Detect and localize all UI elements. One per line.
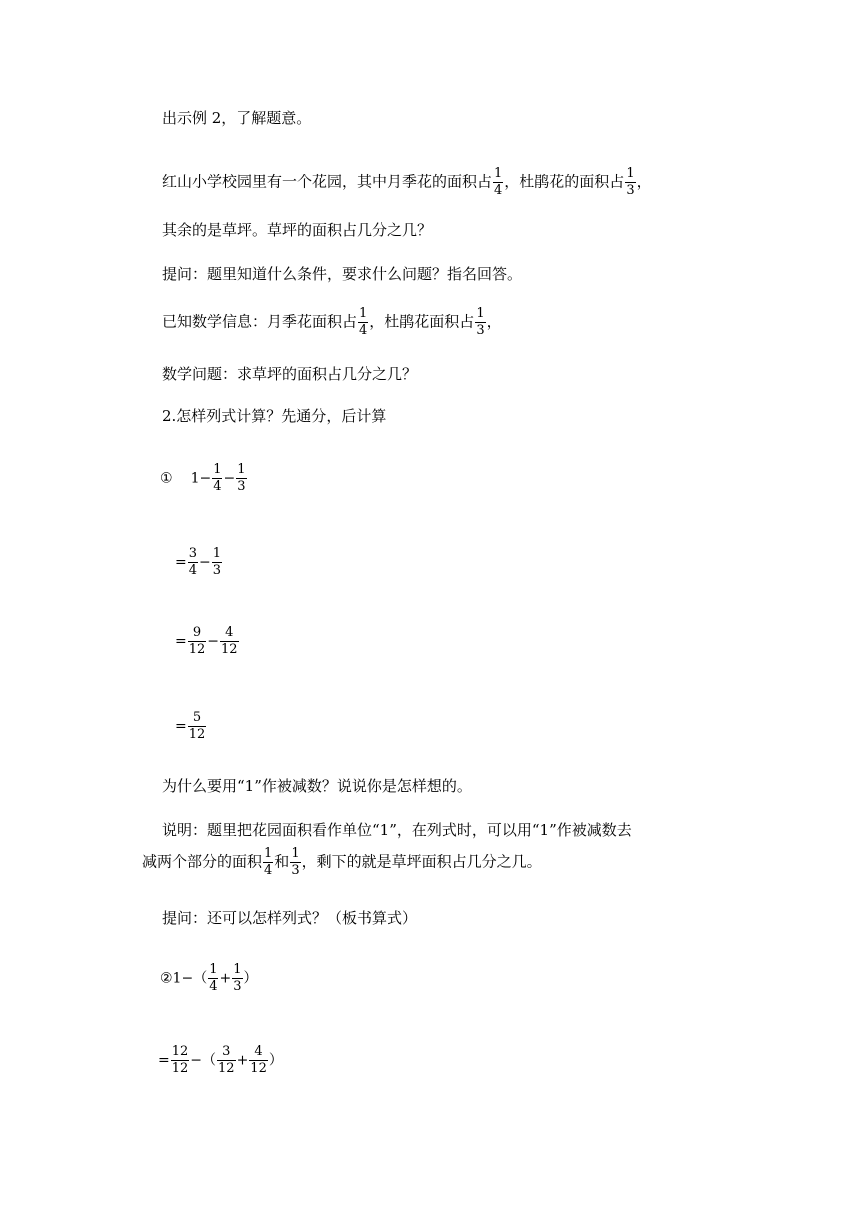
explain-line-2 [142, 846, 542, 879]
calc2-step1 [160, 962, 258, 995]
fraction-one-third [625, 166, 635, 199]
fraction-denominator: 3 [233, 979, 242, 994]
fraction [212, 462, 222, 495]
why-text: 为什么要用“1”作被减数？说说你是怎样想的。 [162, 777, 472, 795]
fraction-numerator: 3 [222, 1044, 231, 1059]
fraction-numerator: 1 [212, 546, 222, 561]
fraction-denominator: 3 [237, 479, 246, 494]
fraction-numerator: 1 [494, 166, 503, 181]
method-text: 2.怎样列式计算？先通分，后计算 [162, 407, 387, 425]
problem-text-b: ，杜鹃花的面积占 [504, 172, 625, 191]
fraction-numerator: 12 [171, 1044, 189, 1059]
fraction-numerator: 1 [213, 462, 222, 477]
question2-line [162, 908, 417, 928]
fraction [188, 710, 207, 743]
fraction-numerator: 1 [359, 306, 368, 321]
fraction-denominator: 4 [494, 183, 503, 198]
fraction-numerator: 9 [192, 625, 202, 640]
fraction-denominator: 4 [213, 479, 222, 494]
problem-line-1 [162, 166, 652, 199]
fraction-numerator: 1 [626, 166, 635, 181]
equals-sign: = [158, 1052, 170, 1069]
fraction-denominator: 3 [476, 323, 485, 338]
fraction-numerator: 4 [254, 1044, 263, 1059]
math-question-line [162, 364, 417, 384]
fraction-numerator: 1 [209, 962, 218, 977]
fraction-numerator: 1 [291, 846, 300, 861]
calc1-step1 [160, 462, 248, 495]
fraction-denominator: 12 [250, 1061, 267, 1076]
question2-text: 提问：还可以怎样列式？（板书算式） [162, 909, 418, 927]
operator: − [223, 470, 236, 487]
fraction-numerator: 4 [225, 625, 234, 640]
fraction-one-third [290, 846, 300, 879]
fraction-denominator: 12 [188, 642, 206, 657]
fraction-one-quarter [493, 166, 503, 199]
question-line [162, 264, 522, 284]
math-question-text: 数学问题：求草坪的面积占几分之几？ [162, 365, 418, 383]
fraction [232, 962, 242, 995]
fraction-denominator: 4 [188, 563, 198, 578]
fraction-denominator: 12 [221, 642, 238, 657]
calc-lead: ②1−（ [160, 970, 208, 987]
fraction-numerator: 1 [476, 306, 485, 321]
closing-paren: ） [243, 970, 258, 987]
calc-lead: 1− [190, 470, 212, 487]
equals-sign: = [175, 633, 187, 650]
fraction-one-quarter [358, 306, 368, 339]
fraction-denominator: 12 [218, 1061, 235, 1076]
known-info-text-b: ，杜鹃花面积占 [369, 312, 475, 331]
problem-text-a: 红山小学校园里有一个花园，其中月季花的面积占 [162, 172, 493, 191]
fraction-numerator: 1 [237, 462, 246, 477]
fraction-denominator: 4 [264, 863, 273, 878]
problem-text-c: ， [636, 172, 652, 191]
fraction [208, 962, 218, 995]
fraction-one-quarter [263, 846, 273, 879]
fraction [249, 1044, 268, 1077]
explain-text-b: 和 [274, 852, 290, 871]
fraction-numerator: 5 [192, 710, 202, 725]
circled-one-marker: ① [160, 470, 173, 487]
fraction [188, 546, 198, 579]
why-line [162, 776, 472, 796]
operator: + [236, 1052, 249, 1069]
operator: −（ [190, 1052, 217, 1069]
calc2-step2 [158, 1044, 283, 1077]
fraction-denominator: 12 [188, 727, 206, 742]
fraction [220, 625, 239, 658]
fraction-denominator: 4 [359, 323, 368, 338]
operator: − [199, 554, 211, 571]
fraction-denominator: 3 [626, 183, 635, 198]
intro-text: 出示例 2，了解题意。 [162, 109, 312, 127]
fraction [217, 1044, 236, 1077]
known-info-line [162, 306, 502, 339]
fraction-one-third [475, 306, 485, 339]
fraction [171, 1044, 190, 1077]
explain-text-c: ，剩下的就是草坪面积占几分之几。 [301, 852, 542, 871]
known-info-text-c: ， [486, 312, 502, 331]
explain-text-1: 说明：题里把花园面积看作单位“1”，在列式时，可以用“1”作被减数去 [162, 821, 632, 839]
fraction [236, 462, 246, 495]
fraction-numerator: 3 [188, 546, 198, 561]
fraction-denominator: 3 [212, 563, 222, 578]
intro-line [162, 108, 311, 128]
calc1-step2 [175, 546, 223, 579]
explain-line-1 [162, 820, 632, 840]
explain-text-a: 减两个部分的面积 [142, 852, 263, 871]
fraction-numerator: 1 [264, 846, 273, 861]
operator: − [207, 633, 220, 650]
known-info-text-a: 已知数学信息：月季花面积占 [162, 312, 358, 331]
fraction-denominator: 3 [291, 863, 300, 878]
problem-text-2: 其余的是草坪。草坪的面积占几分之几？ [162, 221, 433, 239]
question-text: 提问：题里知道什么条件，要求什么问题？指名回答。 [162, 265, 523, 283]
fraction [212, 546, 222, 579]
method-line [162, 406, 386, 426]
calc1-step4 [175, 710, 207, 743]
equals-sign: = [175, 718, 187, 735]
fraction-denominator: 4 [209, 979, 218, 994]
equals-sign: = [175, 554, 187, 571]
fraction [188, 625, 207, 658]
closing-paren: ） [268, 1052, 283, 1069]
calc1-step3 [175, 625, 240, 658]
fraction-numerator: 1 [233, 962, 242, 977]
fraction-denominator: 12 [171, 1061, 189, 1076]
problem-line-2 [162, 220, 432, 240]
operator: + [219, 970, 232, 987]
